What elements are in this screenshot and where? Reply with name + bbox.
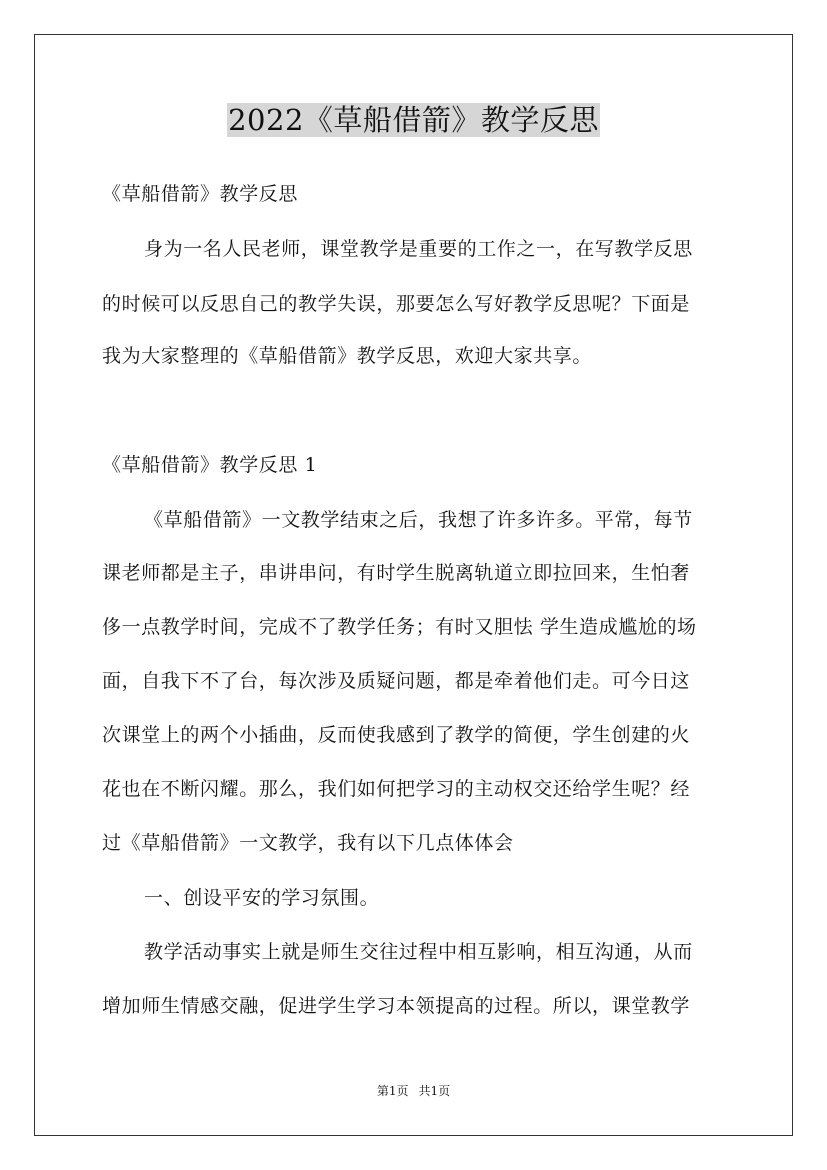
intro-line-3: 我为大家整理的《草船借箭》教学反思，欢迎大家共享。 <box>102 345 593 367</box>
page-total: 共1页 <box>418 1084 451 1098</box>
intro-line-1: 身为一名人民老师，课堂教学是重要的工作之一，在写教学反思 <box>144 238 693 260</box>
point-line-2: 增加师生情感交融，促进学生学习本领提高的过程。所以，课堂教学 <box>102 995 691 1017</box>
point-heading: 一、创设平安的学习氛围。 <box>144 887 380 909</box>
section-line-5: 次课堂上的两个小插曲，反而使我感到了教学的简便，学生创建的火 <box>102 724 691 746</box>
section-line-2: 课老师都是主子，串讲串问，有时学生脱离轨道立即拉回来，生怕奢 <box>102 562 691 584</box>
section-line-1: 《草船借箭》一文教学结束之后，我想了许多许多。平常，每节 <box>144 509 693 531</box>
document-subtitle: 《草船借箭》教学反思 <box>102 183 299 205</box>
section-line-3: 侈一点教学时间，完成不了教学任务；有时又胆怯 学生造成尴尬的场 <box>102 616 697 638</box>
document-title: 2022《草船借箭》教学反思 <box>228 103 599 137</box>
section-line-7: 过《草船借箭》一文教学，我有以下几点体体会 <box>102 832 514 854</box>
intro-line-2: 的时候可以反思自己的教学失误，那要怎么写好教学反思呢？下面是 <box>102 293 691 315</box>
document-title-wrap <box>0 98 827 142</box>
point-line-1: 教学活动事实上就是师生交往过程中相互影响，相互沟通，从而 <box>144 941 693 963</box>
page-footer <box>0 1082 827 1100</box>
section-line-4: 面，自我下不了台，每次涉及质疑问题，都是牵着他们走。可今日这 <box>102 670 691 692</box>
section-line-6: 花也在不断闪耀。那么，我们如何把学习的主动权交还给学生呢？经 <box>102 778 691 800</box>
section-heading: 《草船借箭》教学反思 1 <box>102 454 318 476</box>
page-number: 第1页 <box>376 1084 409 1098</box>
